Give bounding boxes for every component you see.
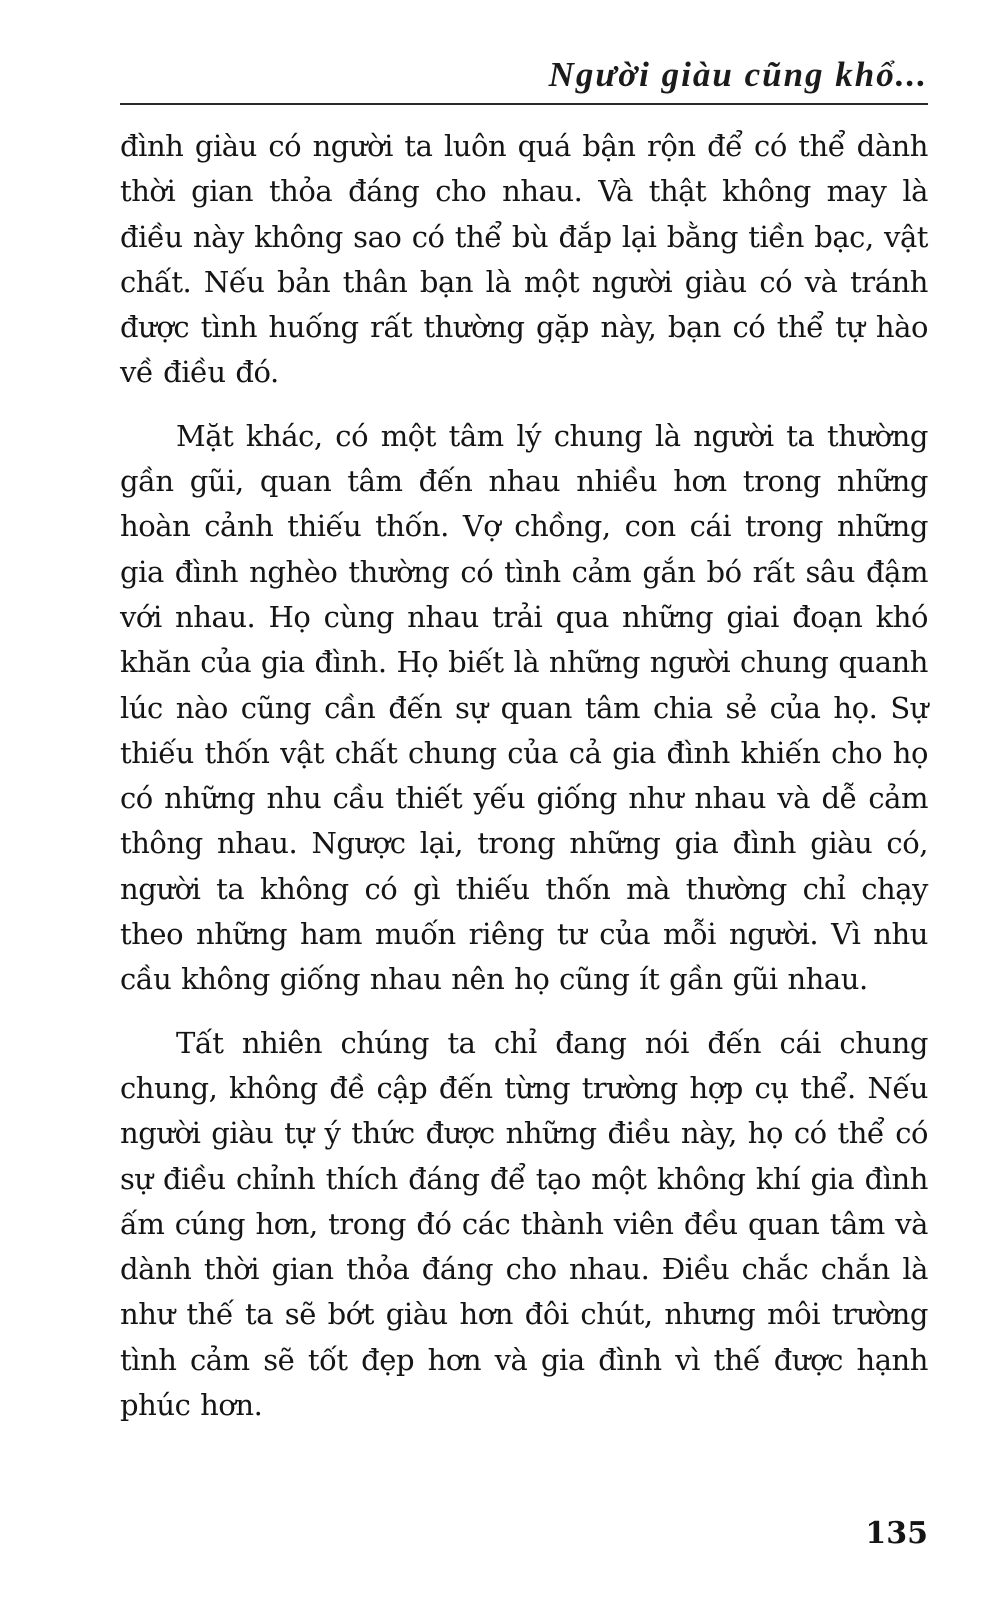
body-text xyxy=(120,124,928,1428)
paragraph-poor-families: Mặt khác, có một tâm lý chung là người ta thường gần gũi, quan tâm đến nhau nhiều hơn trong những hoàn cảnh thiếu thốn. Vợ chồng, con cái trong những gia đình nghèo thường có tình cảm gắn bó rất sâu đậm với nhau. Họ cùng nhau trải qua những giai đoạn khó khăn của gia đình. Họ biết là những người chung quanh lúc nào cũng cần đến sự quan tâm chia sẻ của họ. Sự thiếu thốn vật chất chung của cả gia đình khiến cho họ có những nhu cầu thiết yếu giống như nhau và dễ cảm thông nhau. Ngược lại, trong những gia đình giàu có, người ta không có gì thiếu thốn mà thường chỉ chạy theo những ham muốn riêng tư của mỗi người. Vì nhu cầu không giống nhau nên họ cũng ít gần gũi nhau. xyxy=(120,418,928,997)
paragraph-continuation: đình giàu có người ta luôn quá bận rộn để có thể dành thời gian thỏa đáng cho nhau. Và thật không may là điều này không sao có thể bù đắp lại bằng tiền bạc, vật chất. Nếu bản thân bạn là một người giàu có và tránh được tình huống rất thường gặp này, bạn có thể tự hào về điều đó. xyxy=(120,129,928,390)
page-number: 135 xyxy=(865,1516,928,1551)
header-rule xyxy=(120,103,928,105)
paragraph-conclusion: Tất nhiên chúng ta chỉ đang nói đến cái chung chung, không đề cập đến từng trường hợp cụ thể. Nếu người giàu tự ý thức được những điều này, họ có thể có sự điều chỉnh thích đáng để tạo một không khí gia đình ấm cúng hơn, trong đó các thành viên đều quan tâm và dành thời gian thỏa đáng cho nhau. Điều chắc chắn là như thế ta sẽ bớt giàu hơn đôi chút, nhưng môi trường tình cảm sẽ tốt đẹp hơn và gia đình vì thế được hạnh phúc hơn. xyxy=(120,1025,928,1423)
running-head: Người giàu cũng khổ... xyxy=(548,55,928,94)
